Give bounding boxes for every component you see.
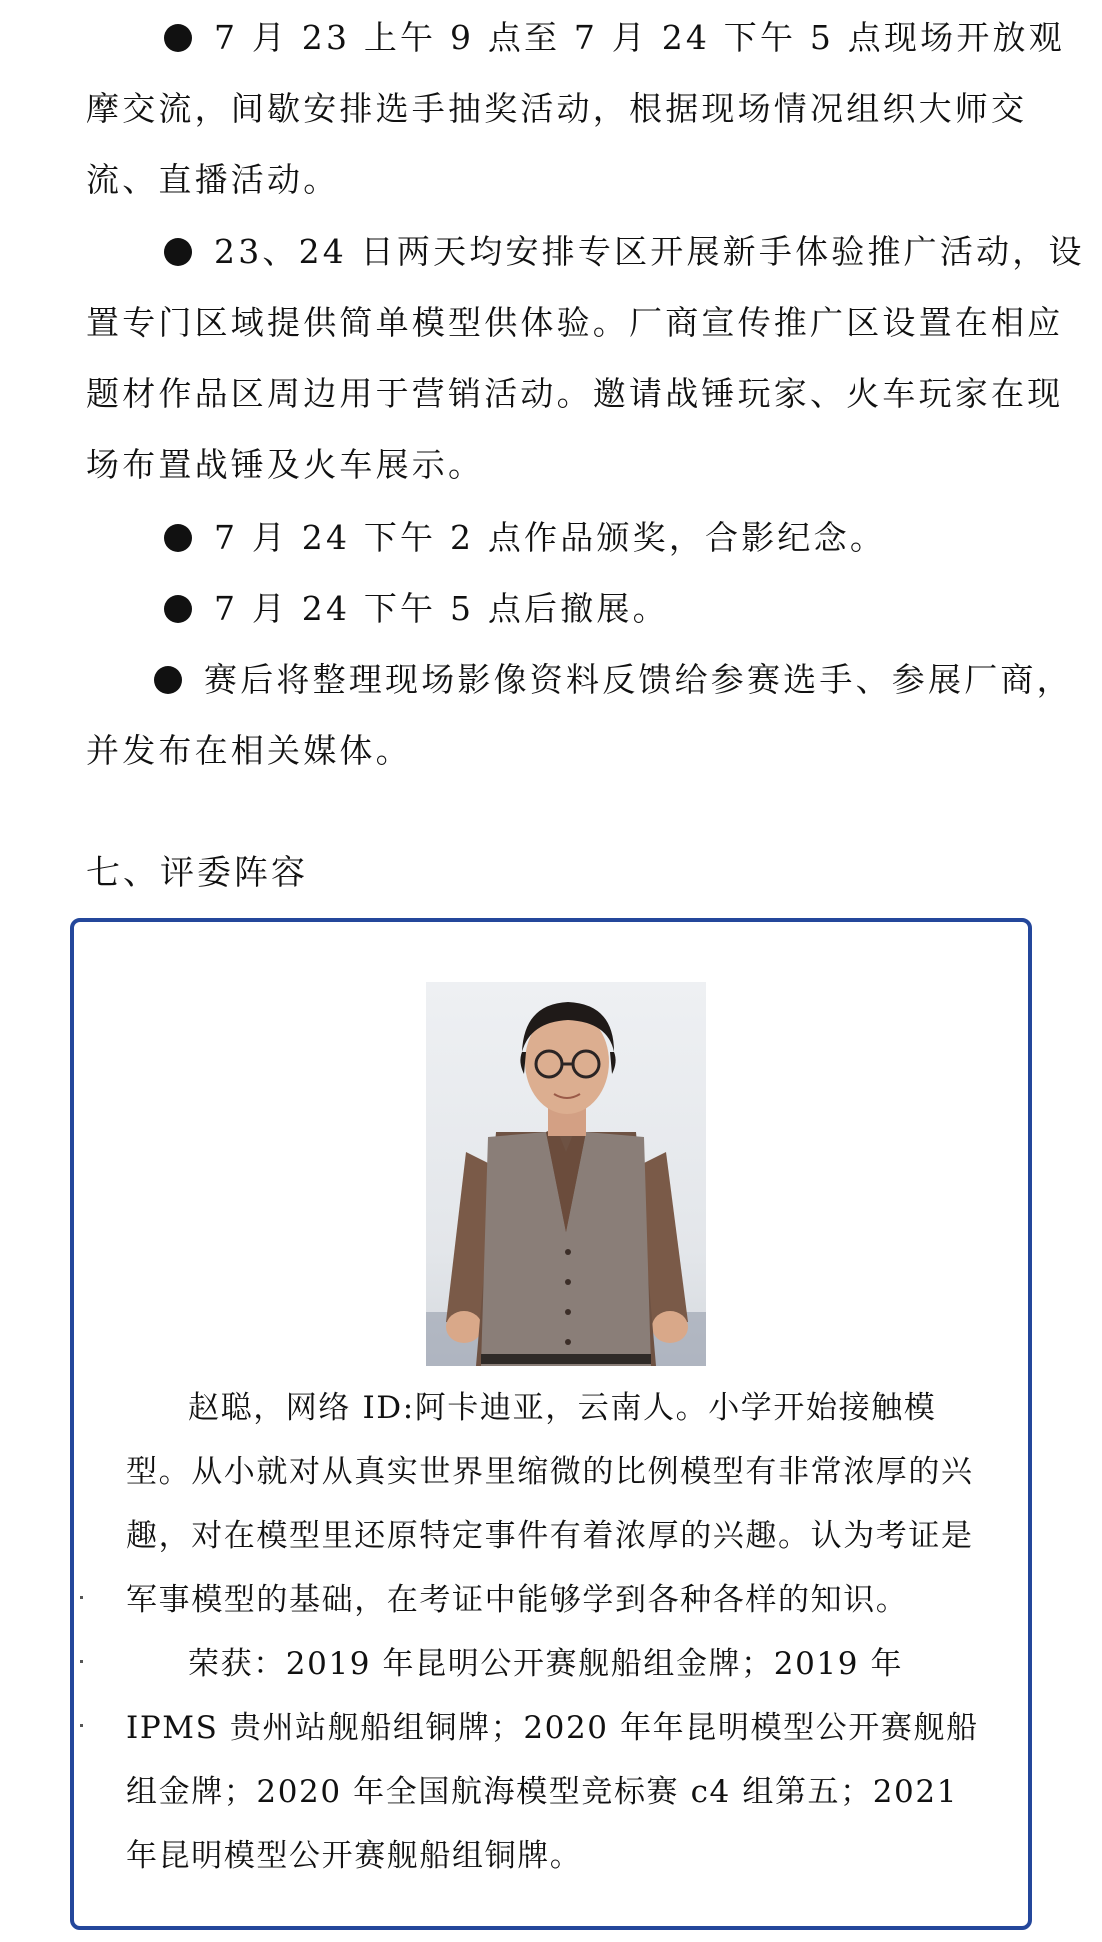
- judge-photo: [426, 982, 706, 1366]
- margin-mark: [80, 1660, 83, 1663]
- bullet-text: 7 月 24 下午 5 点后撤展。: [214, 589, 669, 628]
- bullet-paragraph-3: [86, 502, 1086, 573]
- bullet-dot-icon: [164, 24, 192, 52]
- bullet-text: 23、24 日两天均安排专区开展新手体验推广活动，设置专门区域提供简单模型供体验。厂商宣传推广区设置在相应题材作品区周边用于营销活动。邀请战锤玩家、火车玩家在现场布置战锤及火车展示。: [86, 232, 1085, 484]
- bullet-paragraph-2: [86, 216, 1086, 500]
- bullet-dot-icon: [164, 524, 192, 552]
- bullet-text: 赛后将整理现场影像资料反馈给参赛选手、参展厂商，并发布在相关媒体。: [86, 660, 1073, 770]
- bullet-paragraph-5: [86, 644, 1096, 786]
- bullet-text: 7 月 23 上午 9 点至 7 月 24 下午 5 点现场开放观摩交流，间歇安排选手抽奖活动，根据现场情况组织大师交流、直播活动。: [86, 18, 1065, 199]
- section-heading: 七、评委阵容: [86, 853, 308, 893]
- judge-bio: 赵聪，网络 ID:阿卡迪亚，云南人。小学开始接触模型。从小就对从真实世界里缩微的比例模型有非常浓厚的兴趣，对在模型里还原特定事件有着浓厚的兴趣。认为考证是军事模型的基础，在考证中能够学到各种各样的知识。: [126, 1390, 974, 1618]
- margin-mark: [80, 1724, 83, 1727]
- bullet-dot-icon: [164, 238, 192, 266]
- bullet-text: 7 月 24 下午 2 点作品颁奖，合影纪念。: [214, 518, 887, 557]
- bullet-paragraph-1: [86, 2, 1086, 215]
- portrait-illustration: [426, 982, 706, 1366]
- bullet-dot-icon: [164, 595, 192, 623]
- bullet-dot-icon: [154, 666, 182, 694]
- judge-card: [70, 918, 1032, 1930]
- bullet-paragraph-4: [86, 573, 1086, 644]
- margin-mark: [80, 1596, 83, 1599]
- judge-honors: 荣获：2019 年昆明公开赛舰船组金牌；2019 年 IPMS 贵州站舰船组铜牌；2020 年年昆明模型公开赛舰船组金牌；2020 年全国航海模型竞标赛 c4 组第五；2021 年昆明模型公开赛舰船组铜牌。: [126, 1646, 979, 1874]
